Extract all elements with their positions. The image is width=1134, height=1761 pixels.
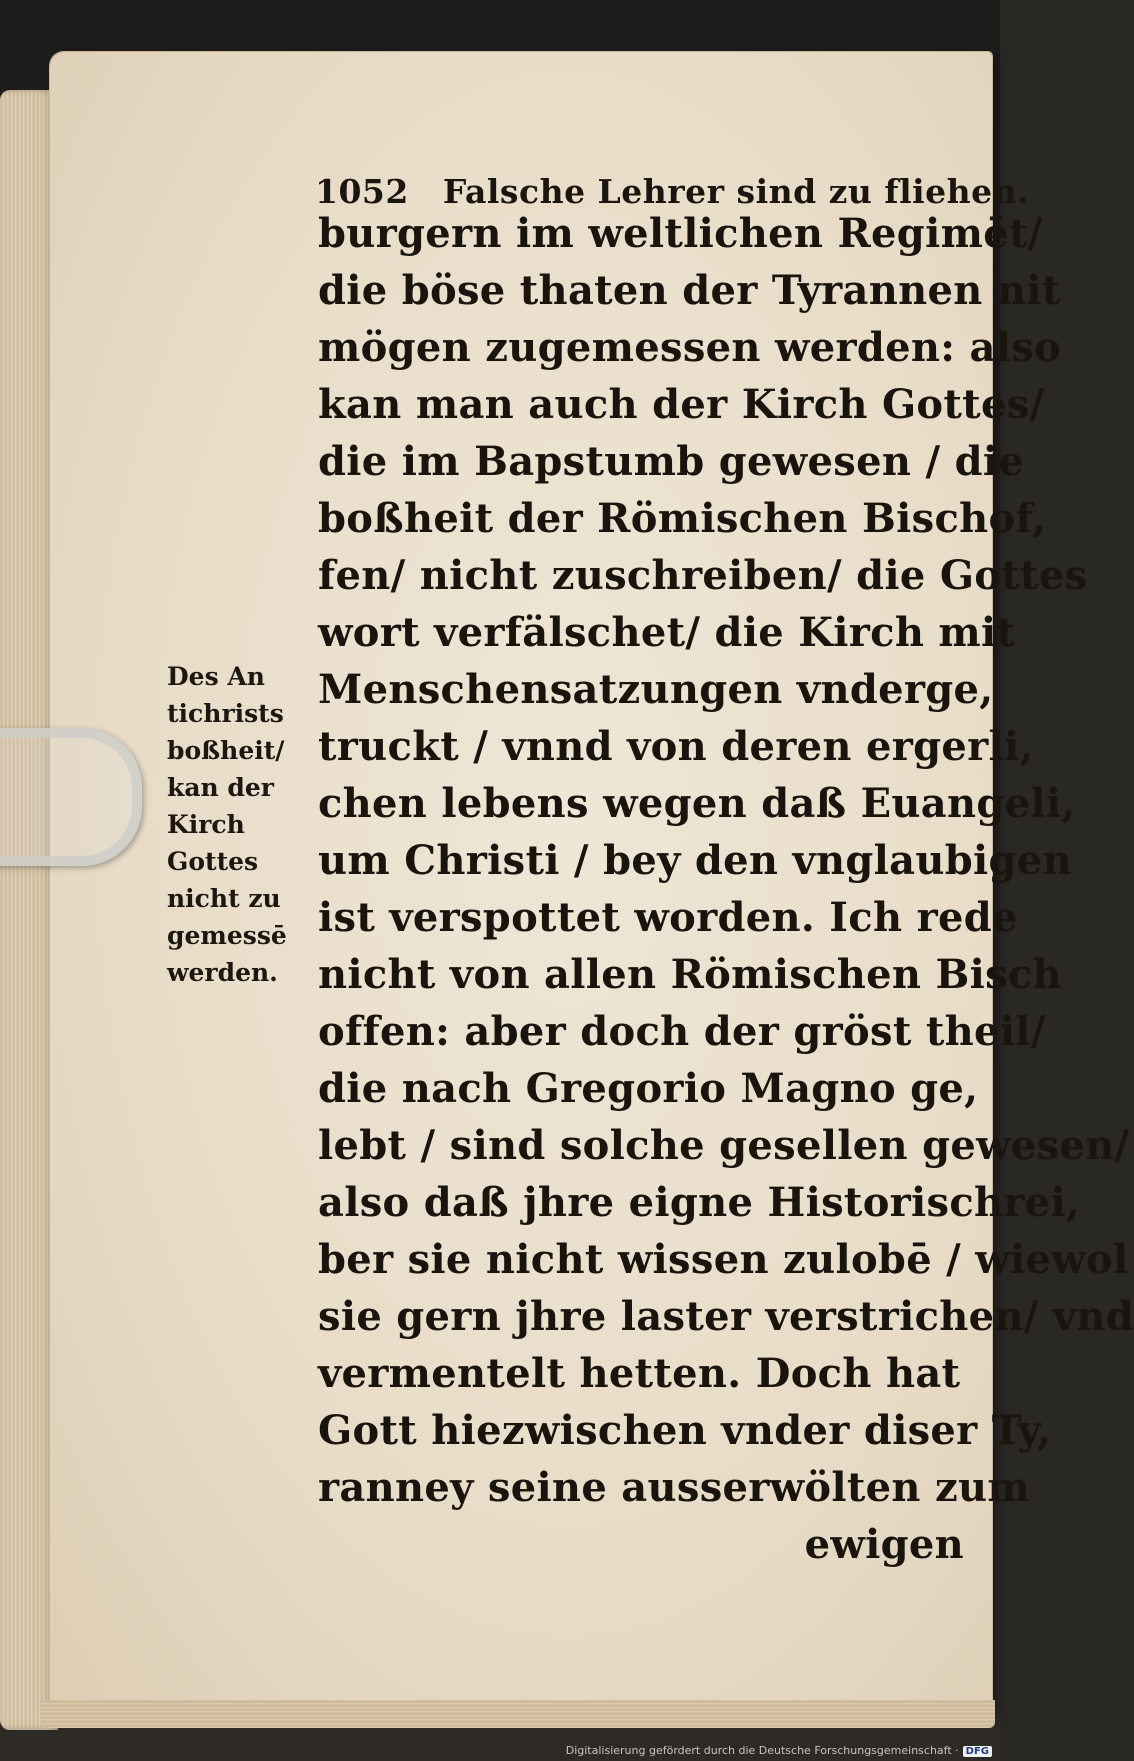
margin-note-line: tichrists [167, 699, 284, 728]
running-head [315, 172, 1029, 211]
body-line: die im Bapstumb gewesen / die [318, 438, 1025, 485]
page-number: 1052 [315, 172, 409, 211]
body-line: ber sie nicht wissen zulobē / wiewol [318, 1236, 1129, 1283]
body-line: boßheit der Römischen Bischof, [318, 495, 1047, 542]
margin-note-line: Gottes [167, 847, 259, 876]
margin-note-line: gemessē [167, 921, 287, 950]
margin-note-line: boßheit/ [167, 736, 285, 765]
body-line: offen: aber doch der gröst theil/ [318, 1008, 1046, 1055]
dfg-logo: DFG [963, 1746, 992, 1757]
body-line: mögen zugemessen werden: also [318, 324, 1062, 371]
page-clip [0, 728, 142, 866]
digitization-credit [566, 1744, 992, 1757]
body-line: chen lebens wegen daß Euangeli, [318, 780, 1076, 827]
body-line: ranney seine ausserwölten zum [318, 1464, 1031, 1511]
body-line: nicht von allen Römischen Bisch [318, 951, 1062, 998]
body-line: Gott hiezwischen vnder diser Ty, [318, 1407, 1052, 1454]
body-line: sie gern jhre laster verstrichen/ vnd [318, 1293, 1134, 1340]
body-line: die nach Gregorio Magno ge, [318, 1065, 979, 1112]
body-line: also daß jhre eigne Historischrei, [318, 1179, 1081, 1226]
body-line: um Christi / bey den vnglaubigen [318, 837, 1072, 884]
margin-note-line: kan der [167, 773, 274, 802]
body-line: fen/ nicht zuschreiben/ die Gottes [318, 552, 1088, 599]
body-line: truckt / vnnd von deren ergerli, [318, 723, 1034, 770]
book-bottom-edge [40, 1700, 995, 1728]
body-line: lebt / sind solche gesellen gewesen/ [318, 1122, 1130, 1169]
body-line: vermentelt hetten. Doch hat [318, 1350, 961, 1397]
credit-text: Digitalisierung gefördert durch die Deutsche Forschungsgemeinschaft · [565, 1744, 959, 1757]
margin-note-line: Des An [167, 662, 265, 691]
body-line: burgern im weltlichen Regimēt/ [318, 210, 1043, 257]
margin-note-line: werden. [167, 958, 278, 987]
body-line: Menschensatzungen vnderge, [318, 666, 994, 713]
body-line: ist verspottet worden. Ich rede [318, 894, 1018, 941]
running-title: Falsche Lehrer sind zu fliehen. [442, 172, 1030, 211]
margin-note-line: Kirch [167, 810, 245, 839]
catchword: ewigen [804, 1521, 964, 1568]
body-line: wort verfälschet/ die Kirch mit [318, 609, 1016, 656]
body-line: die böse thaten der Tyrannen nit [318, 267, 1061, 314]
body-line: kan man auch der Kirch Gottes/ [318, 381, 1045, 428]
margin-note-line: nicht zu [167, 884, 281, 913]
